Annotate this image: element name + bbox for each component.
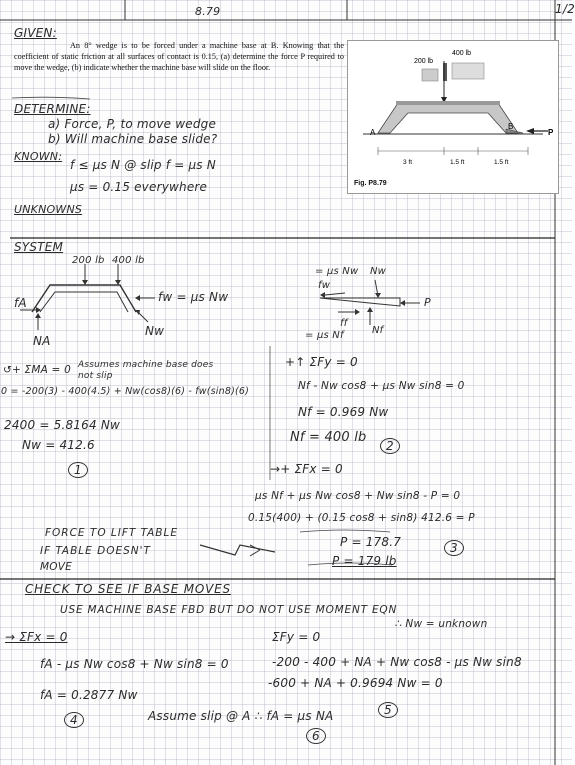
fbd-fa: fA <box>14 296 27 310</box>
eq-number-6: 6 <box>306 728 326 744</box>
wedge-fw: fw <box>318 280 331 291</box>
wedge-nf: Nf <box>372 325 384 336</box>
unknowns-label: UNKNOWNS <box>14 203 83 216</box>
fbd-load1: 200 lb <box>72 255 105 266</box>
fbd-fw: fw = μs Nw <box>158 290 229 304</box>
wedge-p: P <box>424 296 431 309</box>
wedge-ff-eq: = μs Nf <box>305 330 344 341</box>
determine-b: b) Will machine base slide? <box>48 132 218 146</box>
fig-dim-1: 3 ft <box>403 159 413 166</box>
wedge-ff: ff <box>340 318 348 329</box>
fig-label-p: P <box>548 128 554 137</box>
determine-a: a) Force, P, to move wedge <box>48 117 217 131</box>
horizontal-line3: P = 178.7 <box>340 535 402 549</box>
system-label: SYSTEM <box>14 240 64 254</box>
figure-caption: Fig. P8.79 <box>354 180 387 187</box>
check-y-header: ΣFy = 0 <box>272 630 321 644</box>
eq-number-1: 1 <box>68 462 88 478</box>
force-note-line3: MOVE <box>40 561 72 573</box>
fig-label-b: B <box>508 122 514 131</box>
given-label: GIVEN: <box>14 26 57 40</box>
check-x-line2: fA = 0.2877 Nw <box>40 688 138 702</box>
known-line1: f ≤ μs N @ slip f = μs N <box>70 158 216 172</box>
fbd-load2: 400 lb <box>112 255 145 266</box>
fig-dim-2: 1.5 ft <box>450 159 465 166</box>
check-subtitle: USE MACHINE BASE FBD BUT DO NOT USE MOMENT EQN <box>60 604 398 616</box>
known-label: KNOWN: <box>14 150 63 163</box>
problem-text: An 8° wedge is to be forced under a machine base at B. Knowing that the coefficient of static friction at all surfaces of contact is 0.15, (a) determine the force P required to move the wedge, (b) indicate whether the machine base will slide on the floor. <box>14 41 344 72</box>
known-line2: μs = 0.15 everywhere <box>70 180 208 194</box>
fbd-na: NA <box>33 334 51 348</box>
problem-number: 8.79 <box>195 5 221 18</box>
fig-load-right: 400 lb <box>452 50 472 57</box>
determine-label: DETERMINE: <box>14 102 91 116</box>
eq-number-3: 3 <box>444 540 464 556</box>
check-y-line2: -600 + NA + 0.9694 Nw = 0 <box>268 676 443 690</box>
horizontal-line2: 0.15(400) + (0.15 cos8 + sin8) 412.6 = P <box>248 512 475 524</box>
vertical-line3: Nf = 400 lb <box>290 430 367 445</box>
horizontal-line1: μs Nf + μs Nw cos8 + Nw sin8 - P = 0 <box>255 490 461 502</box>
wedge-nw: Nw <box>370 266 387 277</box>
moment-line1: 0 = -200(3) - 400(4.5) + Nw(cos8)(6) - fw(sin8)(6) <box>1 386 250 397</box>
check-x-line1: fA - μs Nw cos8 + Nw sin8 = 0 <box>40 657 229 671</box>
check-y-line1: -200 - 400 + NA + Nw cos8 - μs Nw sin8 <box>272 655 522 669</box>
eq-number-5: 5 <box>378 702 398 718</box>
eq-number-4: 4 <box>64 712 84 728</box>
check-therefore: ∴ Nw = unknown <box>395 618 488 630</box>
vertical-header: +↑ ΣFy = 0 <box>285 355 358 369</box>
fig-dim-3: 1.5 ft <box>494 159 509 166</box>
moment-header: ↺+ ΣMA = 0 <box>3 364 71 376</box>
force-note-line2: IF TABLE DOESN'T <box>40 545 151 557</box>
eq-number-2: 2 <box>380 438 400 454</box>
moment-note: Assumes machine base does not slip <box>78 360 214 381</box>
vertical-line2: Nf = 0.969 Nw <box>298 405 389 419</box>
force-note-line1: FORCE TO LIFT TABLE <box>45 527 178 539</box>
assume-text: Assume slip @ A ∴ fA = μs NA <box>148 709 334 723</box>
check-title: CHECK TO SEE IF BASE MOVES <box>25 582 231 596</box>
check-x-header: → ΣFx = 0 <box>5 630 68 644</box>
fig-label-a: A <box>370 128 376 137</box>
moment-line2: 2400 = 5.8164 Nw <box>4 418 121 432</box>
moment-line3: Nw = 412.6 <box>22 438 95 452</box>
wedge-top-friction: = μs Nw <box>315 266 359 277</box>
fbd-nw: Nw <box>145 324 165 338</box>
horizontal-line4: P = 179 lb <box>332 554 397 568</box>
page-fraction: 1/2 <box>555 2 575 16</box>
vertical-line1: Nf - Nw cos8 + μs Nw sin8 = 0 <box>298 380 465 392</box>
horizontal-header: →+ ΣFx = 0 <box>270 462 343 476</box>
fig-load-left: 200 lb <box>414 58 434 65</box>
